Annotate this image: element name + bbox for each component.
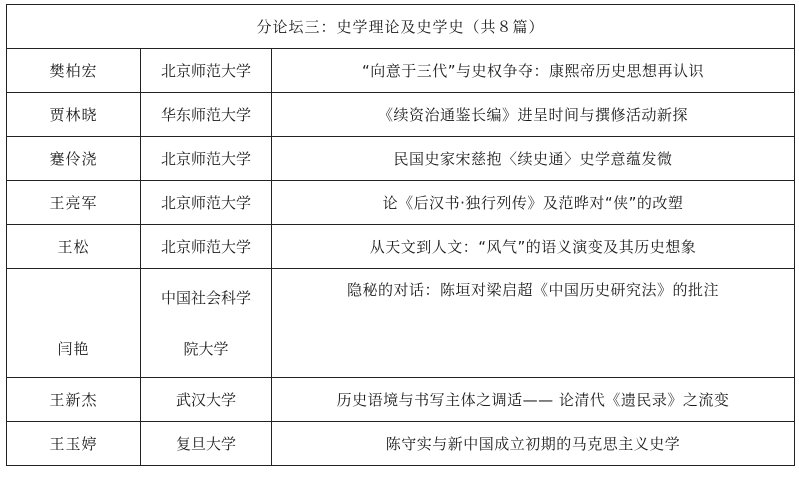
paper-title: 《续资治通鉴长编》进呈时间与撰修活动新探 [272, 93, 795, 137]
paper-title: 论《后汉书·独行列传》及范晔对“侠”的改塑 [272, 181, 795, 225]
author-institution: 武汉大学 [141, 378, 272, 422]
author-institution: 华东师范大学 [141, 93, 272, 137]
table-row [7, 93, 795, 137]
author-institution [141, 269, 272, 378]
table-row [7, 422, 795, 466]
table-row [7, 269, 795, 378]
author-name: 樊柏宏 [7, 49, 141, 93]
author-name: 王亮军 [7, 181, 141, 225]
table-title-row [7, 5, 795, 49]
table-row [7, 378, 795, 422]
author-institution: 复旦大学 [141, 422, 272, 466]
paper-title: 民国史家宋慈抱〈续史通〉史学意蕴发微 [272, 137, 795, 181]
author-institution: 北京师范大学 [141, 137, 272, 181]
table-row [7, 225, 795, 269]
forum-table [6, 4, 795, 466]
paper-title: “向意于三代”与史权争夺：康熙帝历史思想再认识 [272, 49, 795, 93]
author-name: 蹇伶浇 [7, 137, 141, 181]
author-institution: 北京师范大学 [141, 181, 272, 225]
paper-title: 隐秘的对话：陈垣对梁启超《中国历史研究法》的批注 [272, 269, 795, 378]
author-name: 闫艳 [7, 269, 141, 378]
author-name: 王新杰 [7, 378, 141, 422]
institution-line-2: 院大学 [183, 340, 229, 358]
author-name: 贾林晓 [7, 93, 141, 137]
author-name: 王玉婷 [7, 422, 141, 466]
table-row [7, 181, 795, 225]
author-institution: 北京师范大学 [141, 49, 272, 93]
institution-line-1: 中国社会科学 [160, 289, 251, 307]
author-institution: 北京师范大学 [141, 225, 272, 269]
paper-title: 历史语境与书写主体之调适—— 论清代《遗民录》之流变 [272, 378, 795, 422]
author-name: 王松 [7, 225, 141, 269]
paper-title: 从天文到人文：“风气”的语义演变及其历史想象 [272, 225, 795, 269]
paper-title: 陈守实与新中国成立初期的马克思主义史学 [272, 422, 795, 466]
table-row [7, 137, 795, 181]
table-row [7, 49, 795, 93]
table-title: 分论坛三：史学理论及史学史（共８篇） [7, 5, 795, 49]
